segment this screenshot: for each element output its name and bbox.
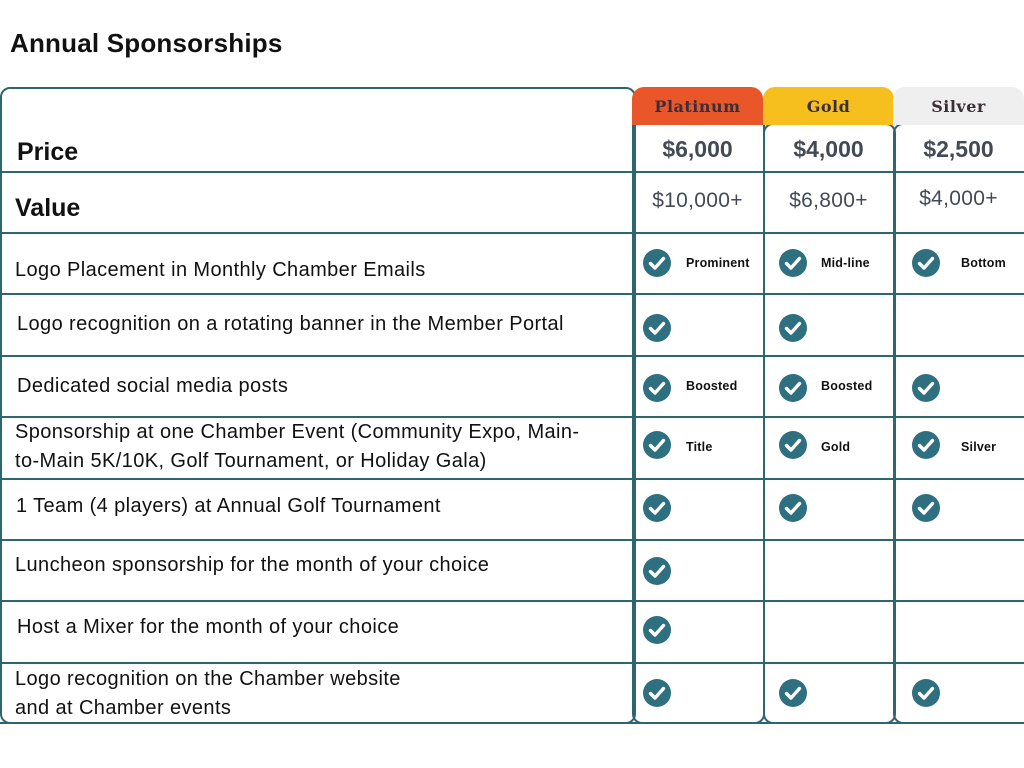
tier-name-gold: Gold [806,97,851,116]
benefit-label: Logo recognition on a rotating banner in the Member Portal [17,313,564,335]
page-title: Annual Sponsorships [10,28,283,58]
tier-note-silver: Silver [961,440,997,454]
benefit-label: Luncheon sponsorship for the month of your choice [15,554,490,576]
value-row-label: Value [15,194,81,222]
tier-name-silver: Silver [931,97,986,116]
benefit-label [15,665,401,723]
benefit-label-line: Sponsorship at one Chamber Event (Community Expo, Main- [15,421,580,443]
check-icon [642,556,672,586]
benefit-label [15,418,579,476]
gold-price: $4,000 [793,136,864,162]
price-row-label: Price [17,138,79,166]
benefit-label: Logo Placement in Monthly Chamber Emails [15,259,426,281]
tier-note-gold: Boosted [821,379,873,393]
tier-tab-silver [893,87,1024,125]
tier-name-platinum: Platinum [654,97,741,116]
benefit-label-line: and at Chamber events [15,697,232,719]
check-icon [642,678,672,708]
platinum-value: $10,000+ [652,189,743,212]
benefit-label: 1 Team (4 players) at Annual Golf Tournament [16,495,441,517]
benefit-label: Host a Mixer for the month of your choice [17,616,400,638]
check-icon [911,493,941,523]
tier-note-silver: Bottom [961,256,1006,270]
benefit-label-line: to-Main 5K/10K, Golf Tournament, or Holiday Gala) [15,450,487,472]
check-icon [911,373,941,403]
check-icon [642,248,672,278]
check-icon [642,615,672,645]
silver-column [893,123,1024,724]
tier-note-platinum: Title [686,440,713,454]
check-icon [778,678,808,708]
benefit-label-line: Logo recognition on the Chamber website [15,668,401,690]
check-icon [911,678,941,708]
check-icon [642,373,672,403]
check-icon [642,430,672,460]
gold-value: $6,800+ [789,189,868,212]
tier-note-platinum: Prominent [686,256,750,270]
benefit-label: Dedicated social media posts [17,375,289,397]
gold-column [763,123,896,724]
check-icon [778,430,808,460]
check-icon [778,493,808,523]
platinum-price: $6,000 [662,136,733,162]
tier-note-gold: Mid-line [821,256,870,270]
tier-tab-gold [763,87,894,125]
check-icon [911,430,941,460]
check-icon [642,313,672,343]
tier-tab-platinum [632,87,763,125]
check-icon [778,373,808,403]
tier-note-gold: Gold [821,440,851,454]
tier-note-platinum: Boosted [686,379,738,393]
silver-price: $2,500 [923,136,994,162]
check-icon [642,493,672,523]
check-icon [778,248,808,278]
check-icon [778,313,808,343]
silver-value: $4,000+ [919,187,998,210]
check-icon [911,248,941,278]
